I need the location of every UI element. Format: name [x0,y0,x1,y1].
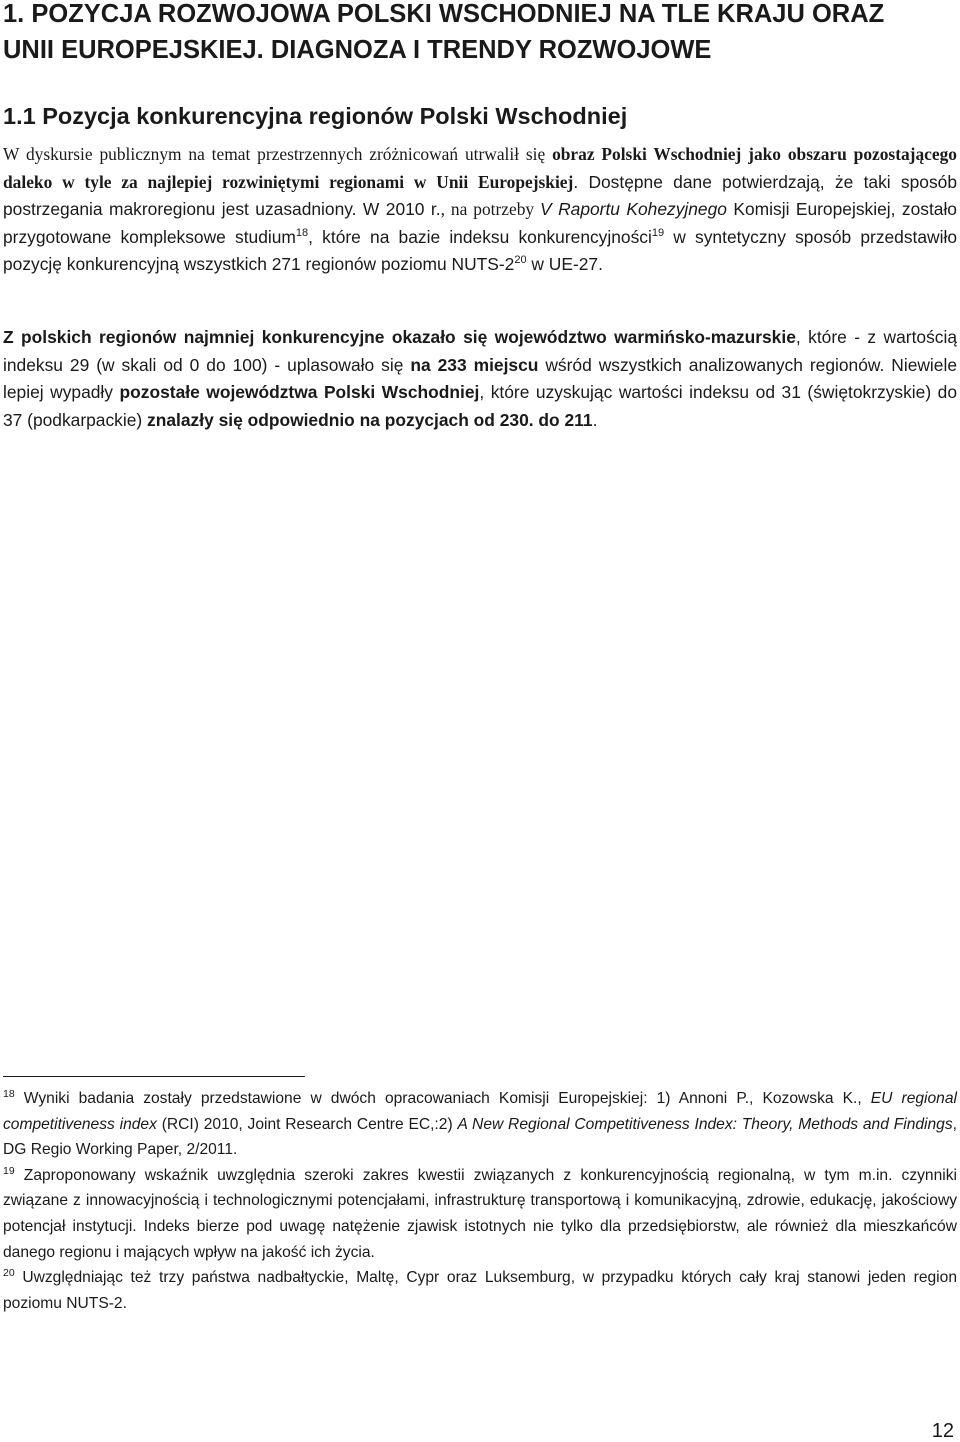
emphasis-text: na 233 miejscu [410,354,539,375]
report-title: V Raportu Kohezyjnego [540,199,727,220]
paragraph-text: , które - z wartością indeksu 29 (w skali od 0 do 100) - uplasowało się [3,327,957,375]
page-number: 12 [931,1420,954,1442]
paragraph-text: Komisji Europejskiej, zostało przygotowane kompleksowe studium [3,199,957,247]
publication-title: A New Regional Competitiveness Index: Theory, Methods and Findings [457,1115,953,1133]
footnote-ref-19[interactable]: 19 [651,226,665,239]
footnote-number: 20 [3,1266,15,1279]
emphasis-text: Z polskich regionów najmniej konkurencyjne okazało się województwo warmińsko-mazurskie [3,327,796,347]
footnote-text: (RCI) 2010, Joint Research Centre EC,:2) [156,1115,458,1133]
footnote-separator [3,1076,305,1077]
paragraph-text: w UE-27. [526,254,603,275]
publication-title: EU regional competitiveness index [3,1090,957,1133]
paragraph-text: W dyskursie publicznym na temat przestrzennych zróżnicowań utrwalił się [3,144,553,164]
paragraph-competitive-position [3,141,957,279]
footnote-20 [3,1265,957,1316]
chapter-heading [3,0,955,68]
emphasis-text: pozostałe województwa Polski Wschodniej [119,382,480,403]
footnote-text: Zaproponowany wskaźnik uwzględnia szeroki zakres kwestii związanych z konkurencyjnością regionalną, w tym m.in. czynniki związane z innowacyjnością i technologicznymi potencjałami, infrastrukturę transportową i komunikacyjną, zdrowie, edukację, jakościowy potencjał instytucji. Indeks bierze pod uwagę natężenie zjawisk istotnych nie tylko dla przedsiębiorstw, ale również dla mieszkańców danego regionu i mających wpływ na jakość ich życia. [3,1166,957,1261]
footnote-ref-20[interactable]: 20 [514,254,527,267]
paragraph-text: , które na bazie indeksu konkurencyjności [308,226,652,247]
footnotes [3,1086,957,1316]
paragraph-text: . [592,409,598,430]
footnote-ref-18[interactable]: 18 [295,226,309,239]
paragraph-polish-regions [3,324,957,434]
footnote-text: , DG Regio Working Paper, 2/2011. [3,1115,957,1159]
paragraph-text: wśród wszystkich analizowanych regionów. Niewiele lepiej wypadły [3,354,957,403]
emphasis-text: znalazły się odpowiednio na pozycjach od 230. do 211 [147,409,593,430]
paragraph-text: , które uzyskując wartości indeksu od 31 (świętokrzyskie) do 37 (podkarpackie) [3,382,958,430]
chapter-heading-line-2: UNII EUROPEJSKIEJ. DIAGNOZA I TRENDY ROZWOJOWE [3,36,712,64]
paragraph-text: , na potrzeby [440,199,541,220]
footnote-number: 19 [3,1164,15,1177]
chapter-heading-line-1: 1. POZYCJA ROZWOJOWA POLSKI WSCHODNIEJ NA TLE KRAJU ORAZ [3,0,885,28]
footnote-18 [3,1086,957,1163]
footnote-19 [3,1163,957,1265]
footnote-text: Uwzględniając też trzy państwa nadbałtyckie, Maltę, Cypr oraz Luksemburg, w przypadku których cały kraj stanowi jeden region poziomu NUTS-2. [3,1269,957,1312]
footnote-text: Wyniki badania zostały przedstawione w dwóch opracowaniach Komisji Europejskiej: 1) Annoni P., Kozowska K., [14,1090,871,1107]
paragraph-text: . Dostępne dane potwierdzają, że taki sposób postrzegania makroregionu jest uzasadniony. W 2010 r. [3,171,958,220]
emphasis-text: obraz Polski Wschodniej jako obszaru pozostającego daleko w tyle za najlepiej rozwiniętymi regionami w Unii Europejskiej [3,144,957,192]
section-heading: 1.1 Pozycja konkurencyjna regionów Polski Wschodniej [3,103,628,129]
footnote-number: 18 [3,1087,15,1100]
paragraph-text: w syntetyczny sposób przedstawiło pozycję konkurencyjną wszystkich 271 regionów poziomu NUTS-2 [3,226,958,275]
